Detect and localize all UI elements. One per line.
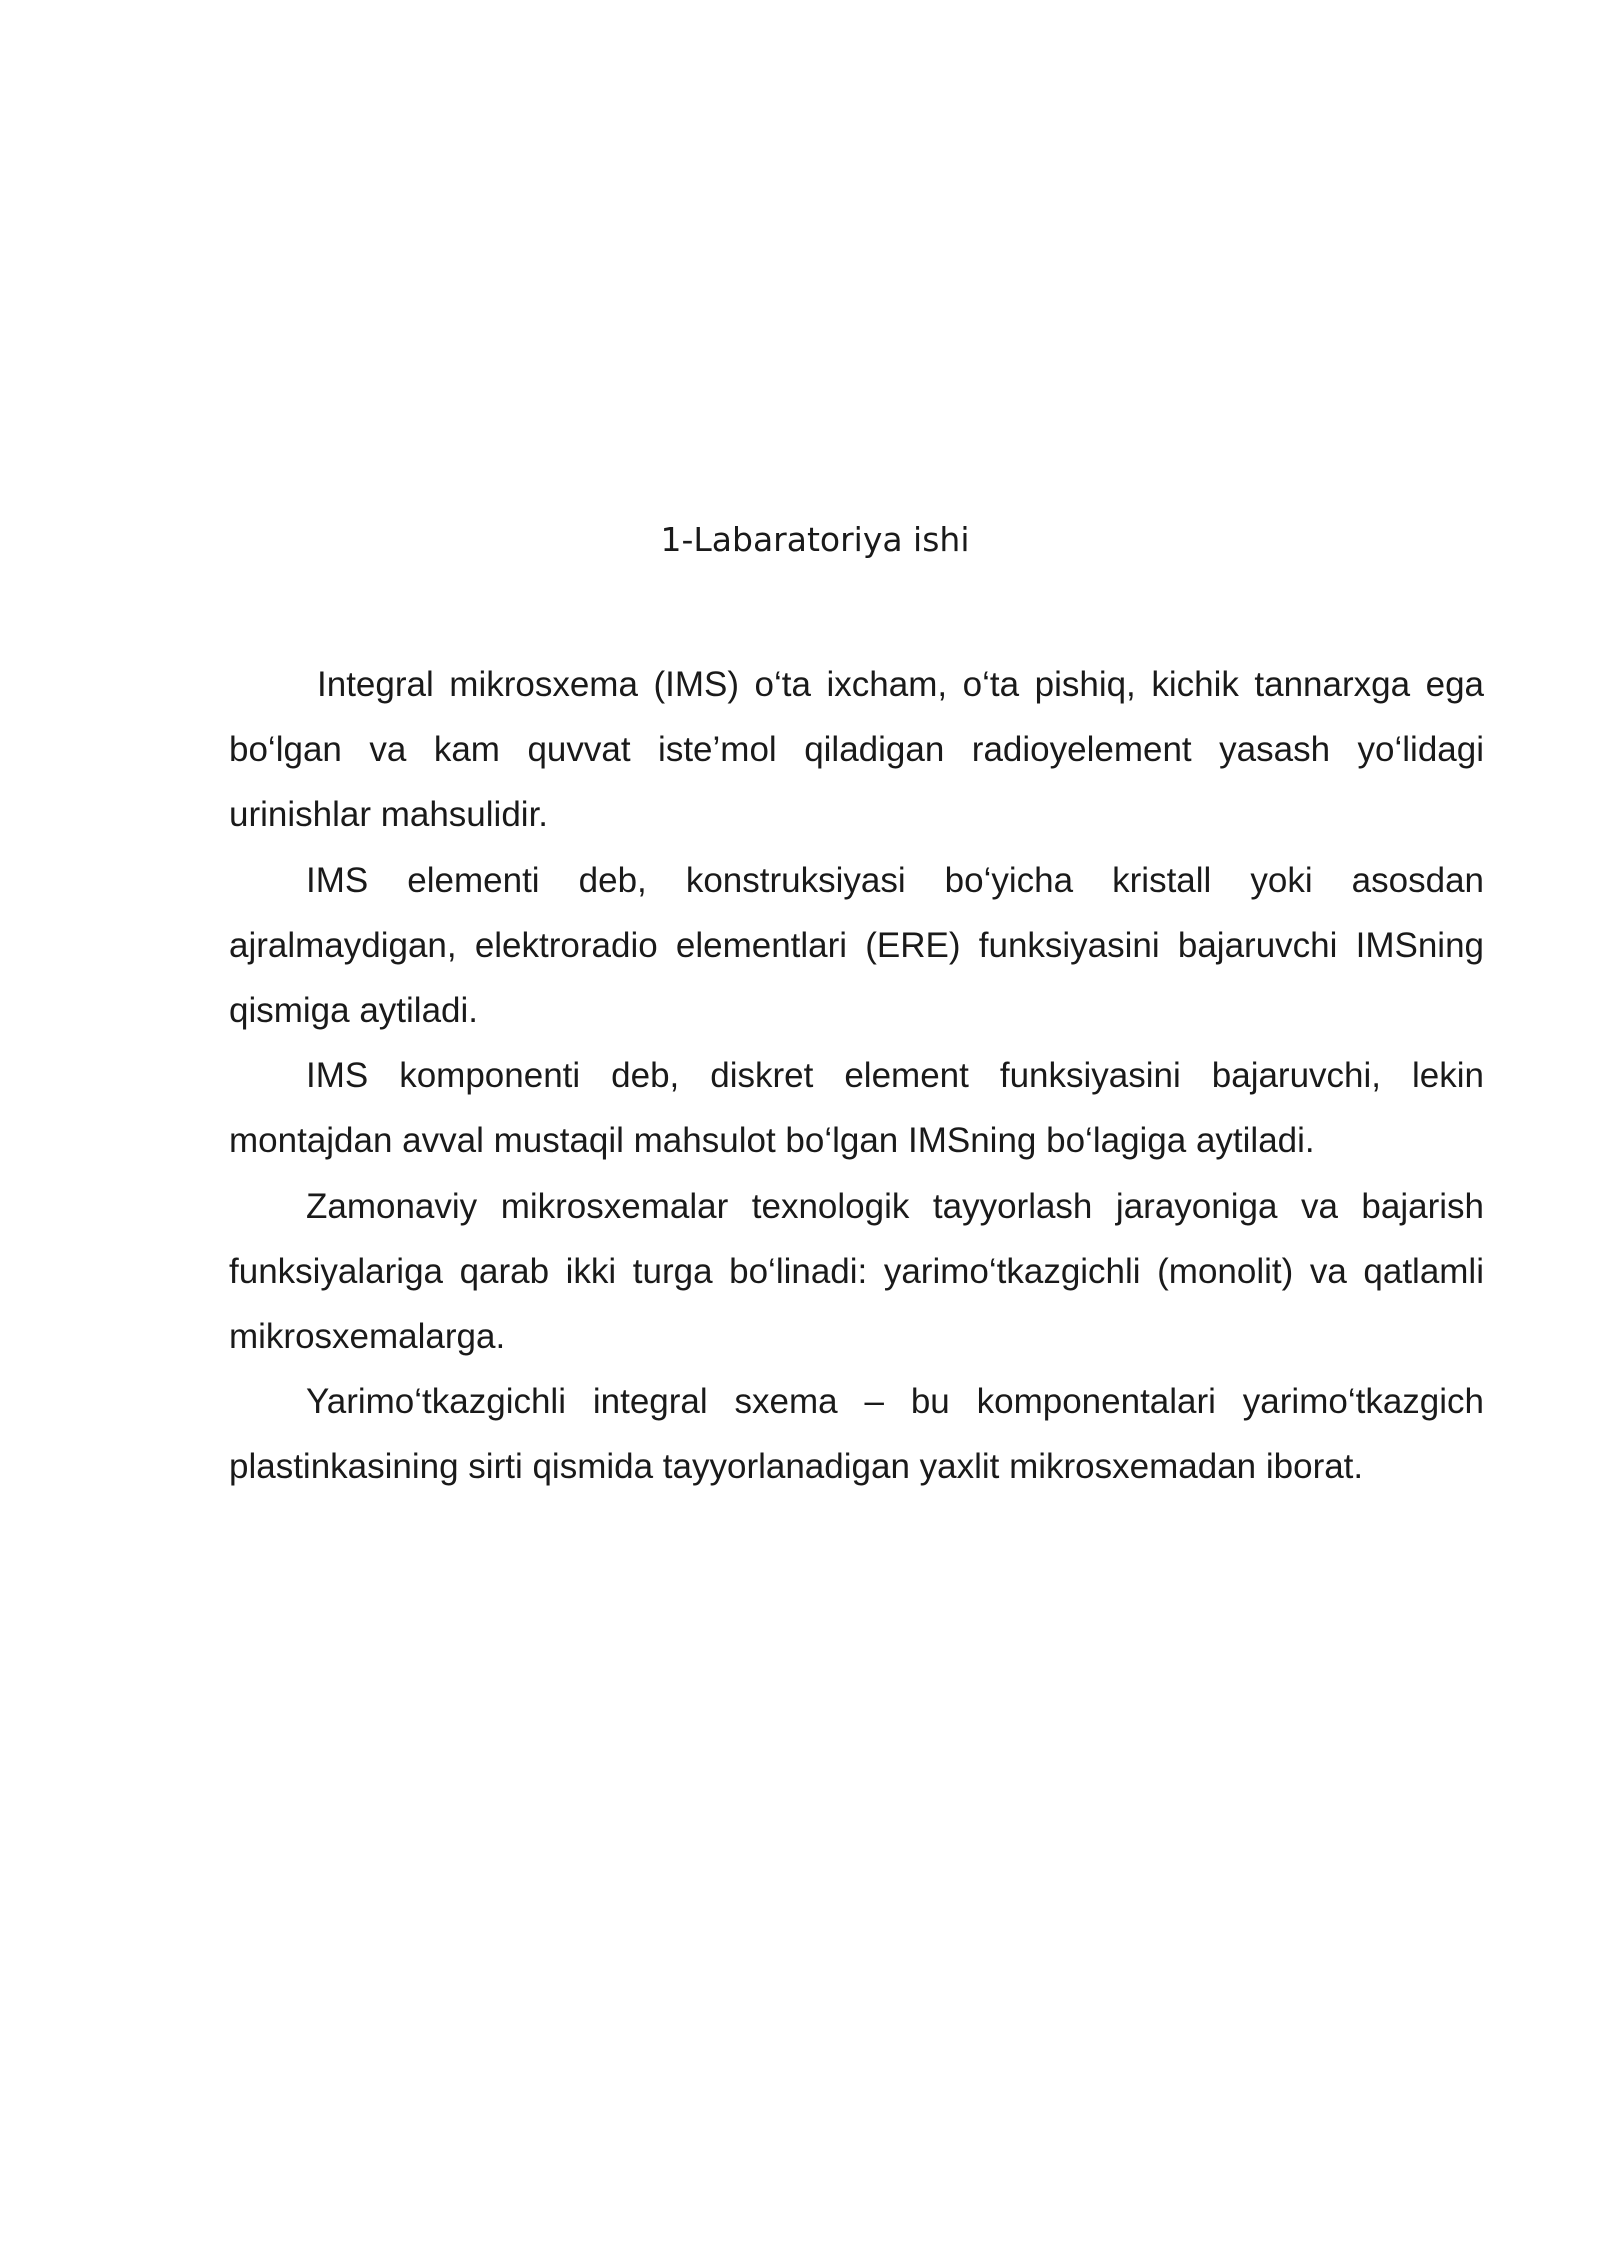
document-body (229, 652, 1484, 1500)
document-title: 1-Labaratoriya ishi (660, 520, 970, 559)
paragraph-ims-component: IMS komponenti deb, diskret element funksiyasini bajaruvchi, lekin montajdan avval mustaqil mahsulot bo‘lgan IMSning bo‘lagiga aytiladi. (229, 1056, 1484, 1161)
paragraph-ims-element: IMS elementi deb, konstruksiyasi bo‘yicha kristall yoki asosdan ajralmaydigan, elektroradio elementlari (ERE) funksiyasini bajaruvchi IMSning qismiga aytiladi. (229, 860, 1484, 1031)
paragraph-semiconductor-ic: Yarimo‘tkazgichli integral sxema – bu komponentalari yarimo‘tkazgich plastinkasining sirti qismida tayyorlanadigan yaxlit mikrosxemadan iborat. (229, 1382, 1484, 1487)
paragraph-ims-definition: Integral mikrosxema (IMS) o‘ta ixcham, o‘ta pishiq, kichik tannarxga ega bo‘lgan va kam quvvat iste’mol qiladigan radioyelement yasash yo‘lidagi urinishlar mahsulidir. (229, 665, 1484, 835)
paragraph-microcircuit-types: Zamonaviy mikrosxemalar texnologik tayyorlash jarayoniga va bajarish funksiyalariga qarab ikki turga bo‘linadi: yarimo‘tkazgichli (monolit) va qatlamli mikrosxemalarga. (229, 1186, 1484, 1357)
